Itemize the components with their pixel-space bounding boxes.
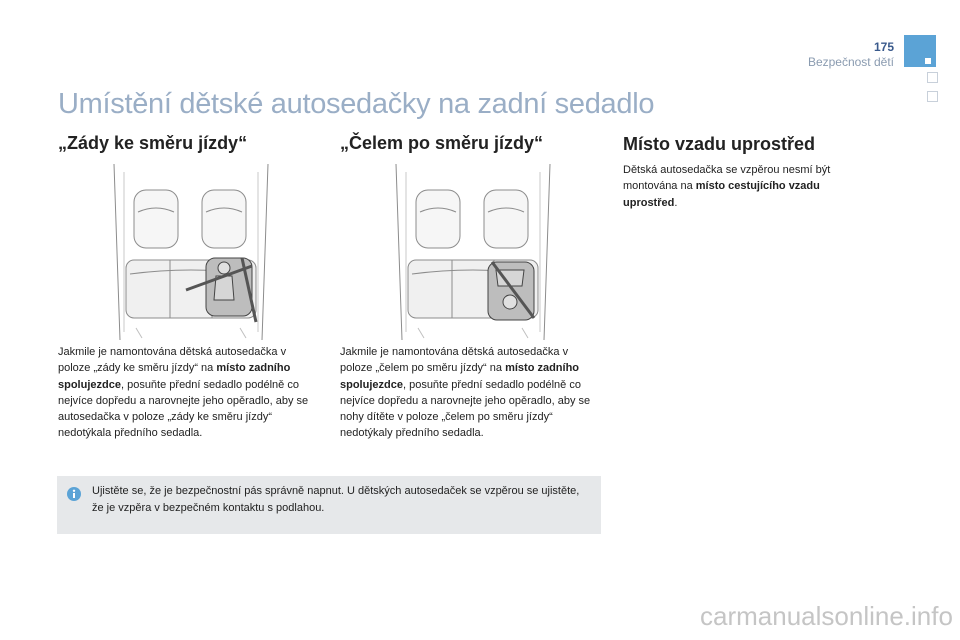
tab-marker [925,58,931,64]
section-tab[interactable] [927,72,938,83]
watermark: carmanualsonline.info [700,601,953,631]
section-tab-active[interactable] [904,35,936,67]
text-rear-facing: Jakmile je namontována dětská autosedačka v poloze „zády ke směru jízdy“ na místo zadního spolujezdce, posuňte přední sedadlo podélně co nejvíce dopředu a narovnejte jeho opěradlo, aby se autosedačka v poloze „zády ke směru jízdy“ nedotýkala předního sedadla. [58,346,309,440]
heading-rear-facing: „Zády ke směru jízdy“ [58,133,248,153]
car-seat-diagram-icon [388,162,558,342]
text-rear-middle: Dětská autosedačka se vzpěrou nesmí být montována na místo cestujícího vzadu uprostřed. [623,164,831,209]
heading-rear-middle: Místo vzadu uprostřed [623,134,816,154]
text-forward-facing: Jakmile je namontována dětská autosedačka v poloze „čelem po směru jízdy“ na místo zadního spolujezdce, posuňte přední sedadlo podélně co nejvíce dopředu a narovnejte jeho opěradlo, aby se nohy dítěte v poloze „čelem po směru jízdy“ nedotýkaly předního sedadla. [340,346,591,440]
page-title: Umístění dětské autosedačky na zadní sedadlo [58,88,655,120]
section-title: Bezpečnost dětí [807,55,894,69]
figure-rear-facing [106,162,276,342]
figure-forward-facing [388,162,558,342]
info-note [57,476,601,534]
car-seat-diagram-icon [106,162,276,342]
info-icon [67,487,81,501]
heading-forward-facing: „Čelem po směru jízdy“ [340,133,544,153]
note-text: Ujistěte se, že je bezpečnostní pás správně napnut. U dětských autosedaček se vzpěrou se ujistěte, že je vzpěra v bezpečném kontaktu s podlahou. [92,485,580,514]
section-tab[interactable] [927,91,938,102]
page-number: 175 [873,40,894,54]
